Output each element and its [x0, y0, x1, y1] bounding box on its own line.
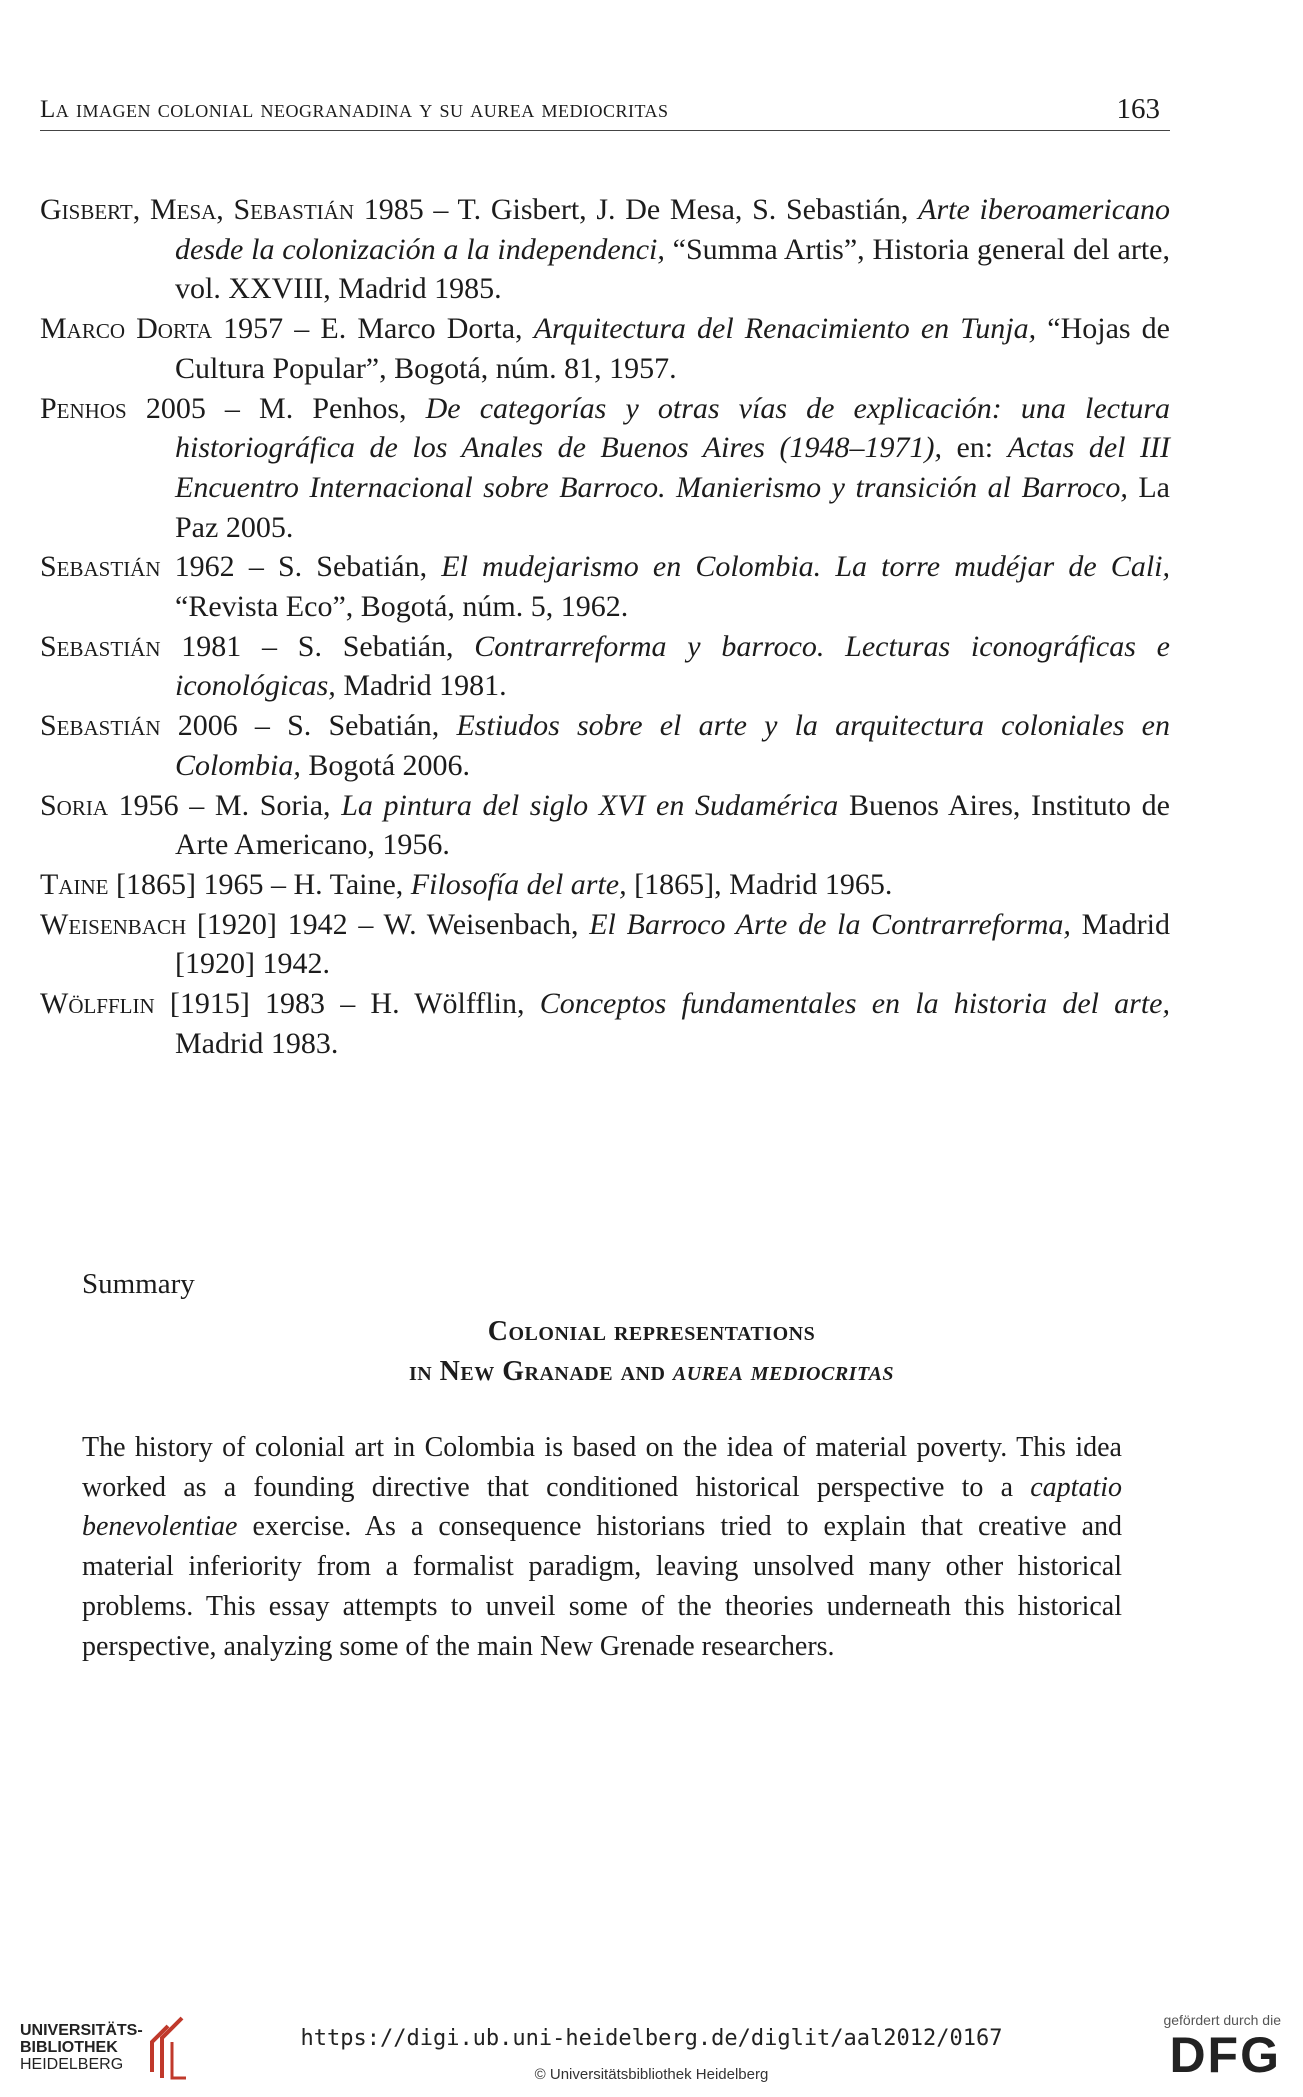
summary-label: Summary	[82, 1268, 195, 1300]
reference-text: Buenos Aires, Instituto de Arte Americano, 1956.	[175, 788, 1170, 862]
reference-text: “Revista Eco”, Bogotá, núm. 5, 1962.	[175, 590, 629, 624]
reference-text: 1956 – M. Soria,	[108, 788, 342, 822]
reference-entry	[40, 786, 1170, 865]
reference-text: [1865], Madrid 1965.	[626, 867, 893, 901]
reference-text: “Summa Artis”, Historia general del arte, vol. XXVIII, Madrid 1985.	[175, 232, 1170, 306]
reference-text: [1915] 1983 – H. Wölfflin,	[154, 987, 540, 1021]
reference-title: De categorías y otras vías de explicación: una lectura historiográfica de los Anales de Buenos Aires (1948–1971),	[175, 391, 1170, 465]
reference-entry	[40, 706, 1170, 785]
reference-text: en:	[941, 431, 1008, 465]
reference-entry	[40, 389, 1170, 548]
summary-title-line-1: Colonial representations	[487, 1316, 816, 1347]
reference-author: Soria	[40, 788, 109, 822]
reference-author: Weisenbach	[40, 907, 187, 941]
page-number: 163	[1116, 93, 1160, 125]
reference-text: Bogotá 2006.	[300, 748, 471, 782]
summary-title-italic: aurea mediocritas	[672, 1356, 895, 1387]
reference-author: Gisbert, Mesa, Sebastián	[40, 193, 354, 226]
page-header	[40, 93, 1170, 131]
funding-note: gefördert durch die	[1163, 2012, 1281, 2028]
reference-text: 2005 – M. Penhos,	[126, 391, 426, 425]
reference-text: 1957 – E. Marco Dorta,	[212, 312, 534, 346]
reference-author: Taine	[40, 867, 109, 901]
reference-title: Estiudos sobre el arte y la arquitectura coloniales en Colombia,	[175, 709, 1170, 782]
reference-title: Conceptos fundamentales en la historia del arte,	[539, 987, 1170, 1021]
reference-text: “Hojas de Cultura Popular”, Bogotá, núm. 81, 1957.	[175, 312, 1170, 385]
reference-text: 2006 – S. Sebatián,	[160, 709, 457, 743]
summary-italic-phrase: captatio benevolentiae	[82, 1471, 1122, 1543]
reference-title: Arte iberoamericano desde la colonización a la independenci,	[175, 193, 1171, 266]
digitization-footer	[0, 2000, 1303, 2097]
reference-text: 1985 – T. Gisbert, J. De Mesa, S. Sebastián,	[354, 193, 919, 226]
reference-entry	[40, 190, 1170, 309]
summary-text: The history of colonial art in Colombia is based on the idea of material poverty. This idea worked as a founding directive that conditioned historical perspective to a	[82, 1432, 1122, 1503]
reference-author: Sebastián	[40, 629, 161, 663]
summary-paragraph	[82, 1428, 1122, 1666]
copyright-notice: © Universitätsbibliothek Heidelberg	[534, 2066, 769, 2083]
reference-entry	[40, 865, 1170, 905]
reference-text: La Paz 2005.	[175, 470, 1170, 544]
reference-text: Madrid 1981.	[335, 669, 507, 703]
running-title: La imagen colonial neogranadina y su aurea mediocritas	[40, 96, 669, 123]
reference-title: Actas del III Encuentro Internacional sobre Barroco. Manierismo y transición al Barroco,	[175, 431, 1171, 504]
library-name-line: HEIDELBERG	[20, 2056, 124, 2073]
summary-title-text: in New Granade and	[408, 1356, 673, 1387]
library-name-line: BIBLIOTHEK	[20, 2039, 118, 2056]
source-url-link[interactable]: https://digi.ub.uni-heidelberg.de/diglit/aal2012/0167	[300, 2026, 1003, 2051]
reference-title: La pintura del siglo XVI en Sudamérica	[341, 788, 839, 822]
reference-author: Wölfflin	[40, 987, 155, 1021]
reference-title: Arquitectura del Renacimiento en Tunja,	[533, 312, 1037, 346]
reference-author: Marco Dorta	[40, 312, 213, 346]
reference-text: 1962 – S. Sebatián,	[160, 550, 442, 584]
dfg-logo: DFG	[1169, 2027, 1281, 2083]
reference-entry	[40, 905, 1170, 984]
reference-entry	[40, 627, 1170, 706]
reference-title: Filosofía del arte,	[410, 867, 627, 901]
summary-text: exercise. As a consequence historians tried to explain that creative and material inferiority from a formalist paradigm, leaving unsolved many other historical problems. This essay attempts to unveil some of the theories underneath this historical perspective, analyzing some of the main New Grenade researchers.	[82, 1511, 1122, 1662]
reference-title: El mudejarismo en Colombia. La torre mudéjar de Cali,	[441, 550, 1170, 584]
reference-entry	[40, 547, 1170, 626]
reference-author: Sebastián	[40, 709, 161, 743]
reference-text: Madrid 1983.	[175, 1026, 339, 1060]
library-name-line: UNIVERSITÄTS-	[20, 2022, 143, 2039]
reference-entry	[40, 309, 1170, 388]
reference-author: Sebastián	[40, 550, 161, 584]
reference-title: Contrarreforma y barroco. Lecturas iconográficas e iconológicas,	[175, 629, 1170, 703]
summary-title-line-2	[0, 1356, 1303, 1388]
reference-text: [1920] 1942 – W. Weisenbach,	[186, 907, 590, 941]
reference-entry	[40, 984, 1170, 1063]
reference-author: Penhos	[40, 391, 127, 425]
reference-text: [1865] 1965 – H. Taine,	[108, 867, 411, 901]
reference-text: Madrid [1920] 1942.	[175, 907, 1170, 981]
reference-list	[40, 190, 1170, 1063]
reference-title: El Barroco Arte de la Contrarreforma,	[589, 907, 1071, 941]
reference-text: 1981 – S. Sebatián,	[160, 629, 475, 663]
